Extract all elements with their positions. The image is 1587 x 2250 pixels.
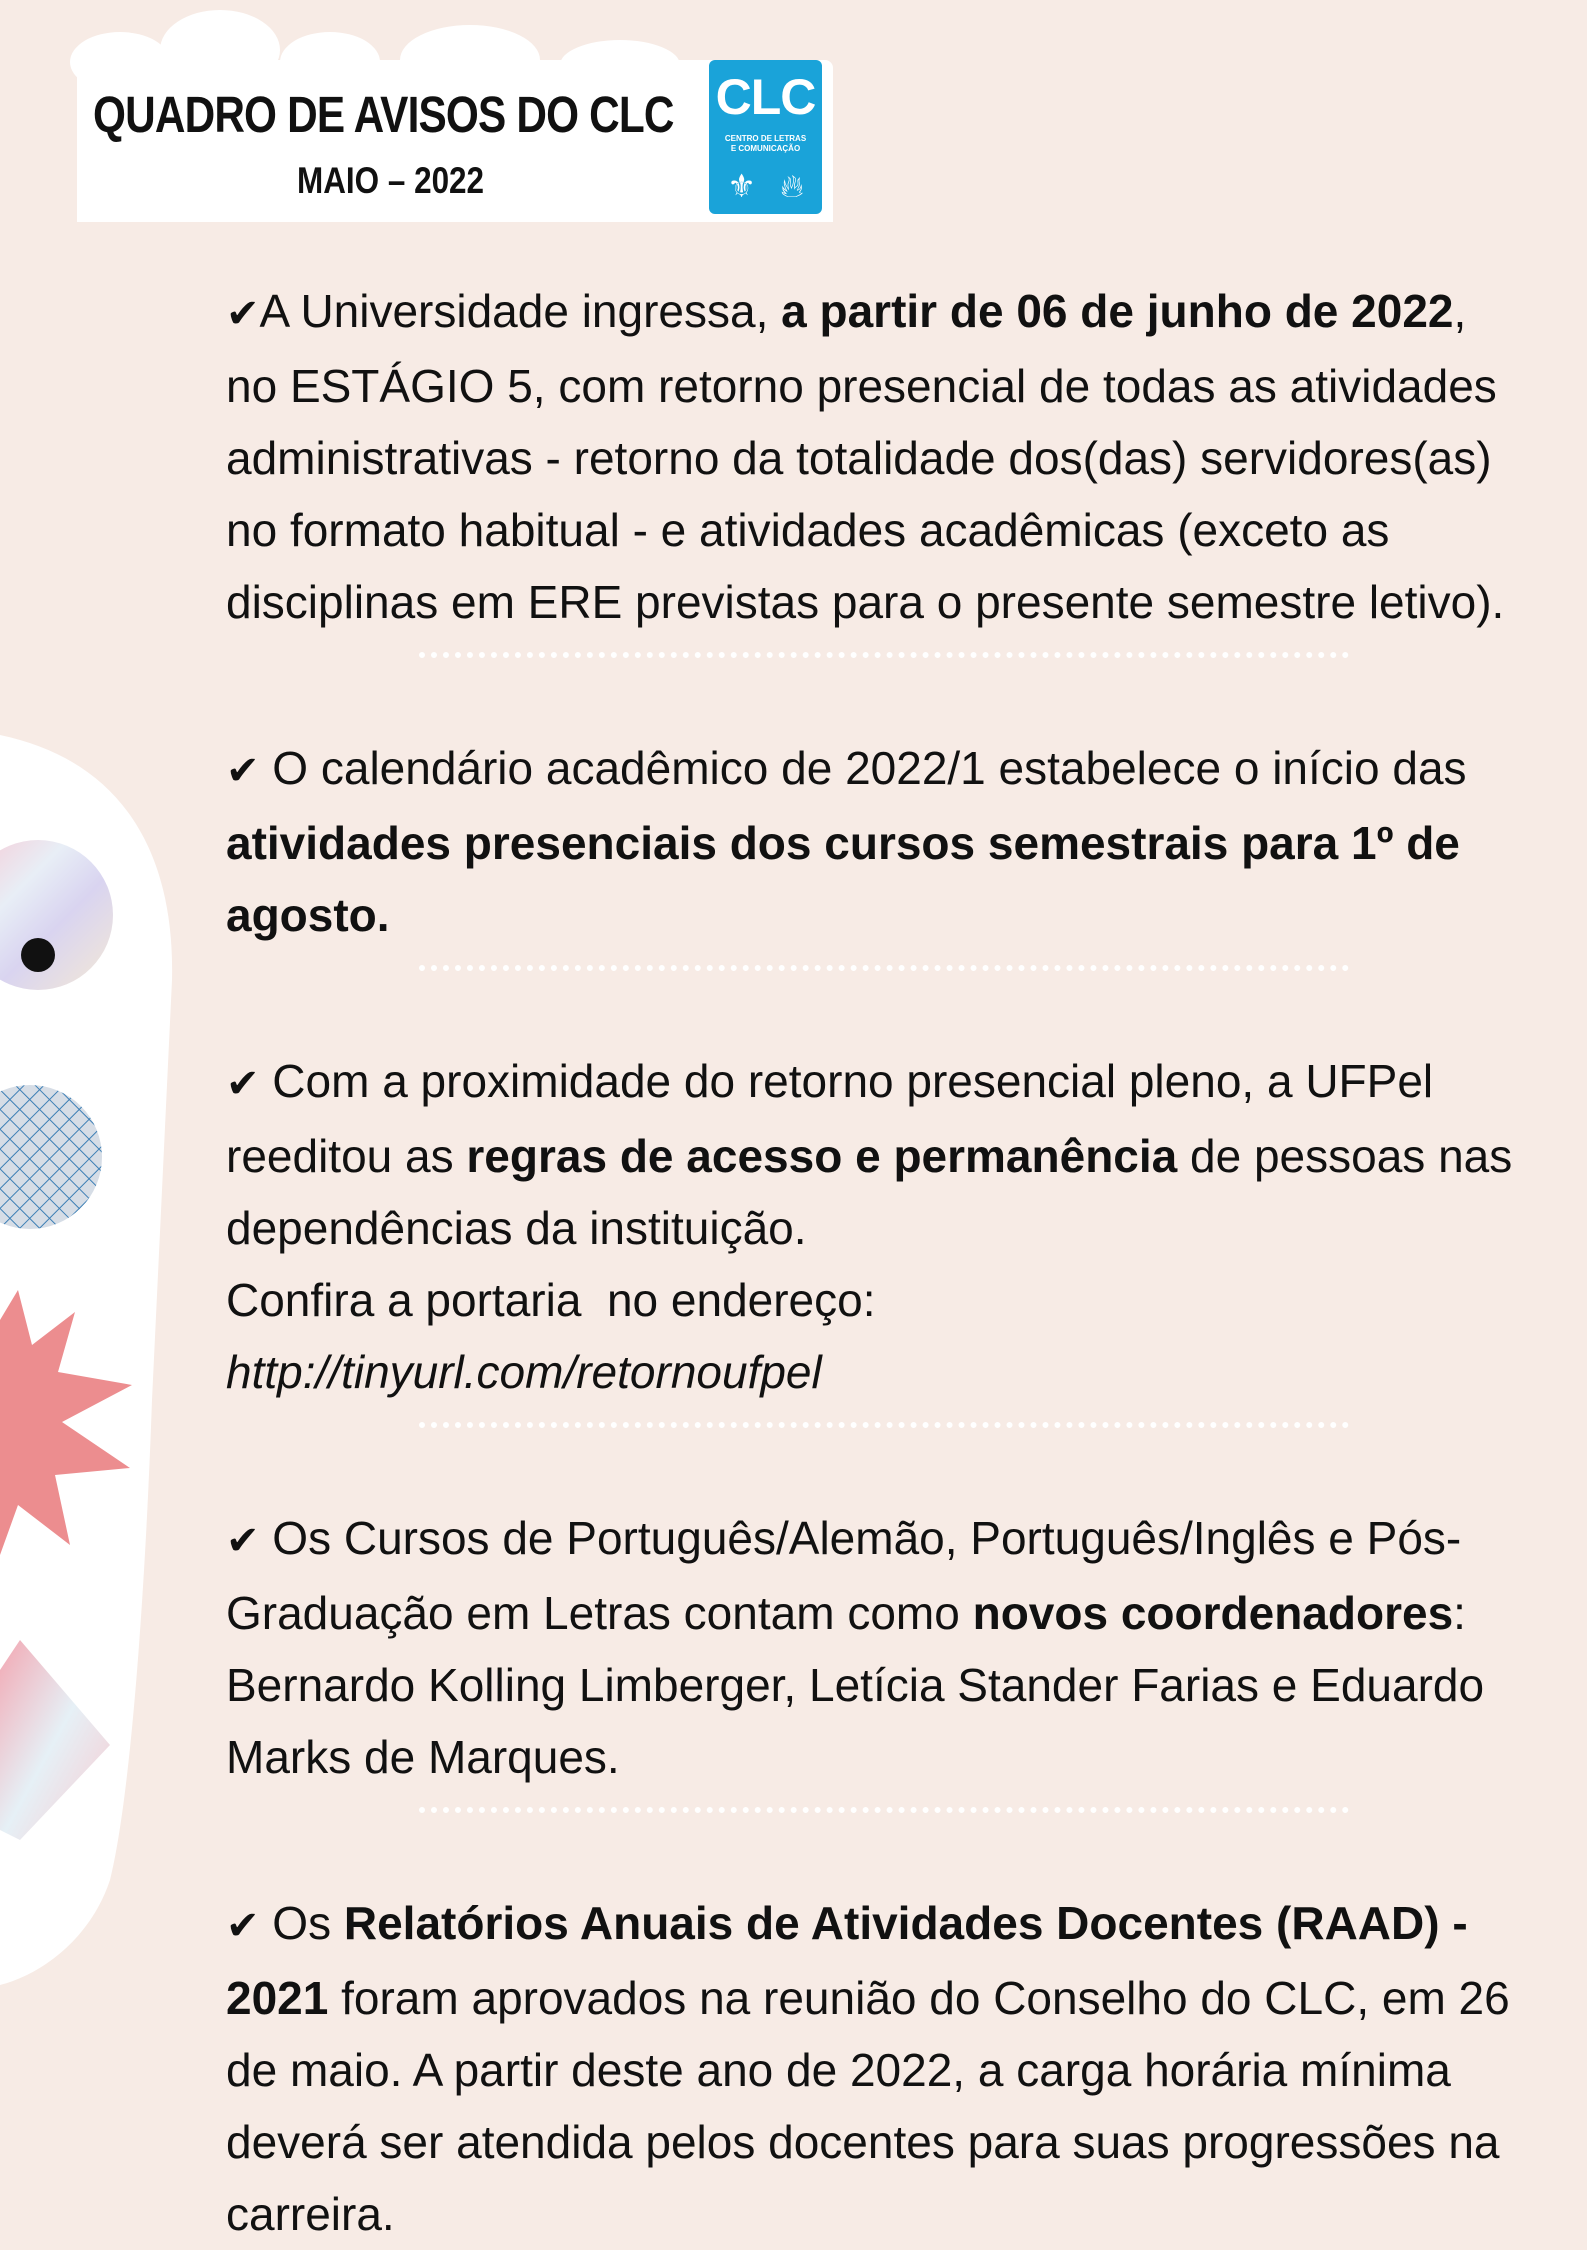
check-icon: ✔ xyxy=(226,291,260,337)
clc-logo xyxy=(709,60,822,214)
notice-highlight: regras de acesso e permanência xyxy=(466,1130,1178,1182)
dotted-divider xyxy=(419,1422,1349,1428)
page-date: MAIO – 2022 xyxy=(297,160,485,201)
flame-icon: 🔥︎ xyxy=(780,167,804,205)
notice-highlight: atividades presenciais dos cursos semestrais para 1º de agosto. xyxy=(226,817,1460,941)
notice-list xyxy=(226,275,1516,2250)
fleur-de-lis-icon: ⚜ xyxy=(727,167,756,205)
notice-item xyxy=(226,1502,1516,1793)
notice-text: Confira a portaria no endereço: xyxy=(226,1274,876,1326)
notice-text: : Bernardo Kolling Limberger, Letícia Stander Farias e Eduardo Marks de Marques. xyxy=(226,1587,1485,1783)
portaria-link[interactable]: http://tinyurl.com/retornoufpel xyxy=(226,1346,822,1398)
header xyxy=(77,40,833,222)
check-icon: ✔ xyxy=(226,748,260,794)
notice-text: de pessoas nas dependências da instituição. xyxy=(226,1130,1513,1254)
logo-icons xyxy=(715,166,816,206)
notice-item xyxy=(226,1887,1516,2250)
notice-text: foram aprovados na reunião do Conselho do CLC, em 26 de maio. A partir deste ano de 2022, a carga horária mínima deverá ser atendida pelos docentes para suas progressões na carreira. xyxy=(226,1972,1510,2240)
check-icon: ✔ xyxy=(226,1061,260,1107)
notice-item xyxy=(226,1045,1516,1408)
check-icon: ✔ xyxy=(226,1518,260,1564)
notice-text: O calendário acadêmico de 2022/1 estabelece o início das xyxy=(259,742,1467,794)
notice-item xyxy=(226,732,1516,951)
notice-text: Os xyxy=(259,1897,344,1949)
check-icon: ✔ xyxy=(226,1903,260,1949)
notice-text: A Universidade ingressa, xyxy=(259,285,782,337)
black-dot xyxy=(21,938,55,972)
notice-text: Com a proximidade do retorno presencial pleno, a UFPel reeditou as xyxy=(226,1055,1434,1182)
logo-abbr: CLC xyxy=(715,69,816,125)
dotted-divider xyxy=(419,965,1349,971)
notice-item xyxy=(226,275,1516,638)
logo-subtitle xyxy=(709,134,822,154)
dotted-divider xyxy=(419,1807,1349,1813)
dotted-divider xyxy=(419,652,1349,658)
page-title: QUADRO DE AVISOS DO CLC xyxy=(93,86,674,143)
logo-name-line2: E COMUNICAÇÃO xyxy=(730,144,801,153)
notice-text: , no ESTÁGIO 5, com retorno presencial de todas as atividades administrativas - retorno da totalidade dos(das) servidores(as) no formato habitual - e atividades acadêmicas (exceto as disciplinas em ERE previstas para o presente semestre letivo). xyxy=(226,285,1505,628)
notice-text: Os Cursos de Português/Alemão, Português/Inglês e Pós-Graduação em Letras contam como xyxy=(226,1512,1462,1639)
notice-highlight: Relatórios Anuais de Atividades Docentes (RAAD) - 2021 xyxy=(226,1897,1468,2024)
notice-highlight: a partir de 06 de junho de 2022 xyxy=(781,285,1454,337)
logo-name-line1: CENTRO DE LETRAS xyxy=(724,134,807,143)
notice-highlight: novos coordenadores xyxy=(972,1587,1454,1639)
